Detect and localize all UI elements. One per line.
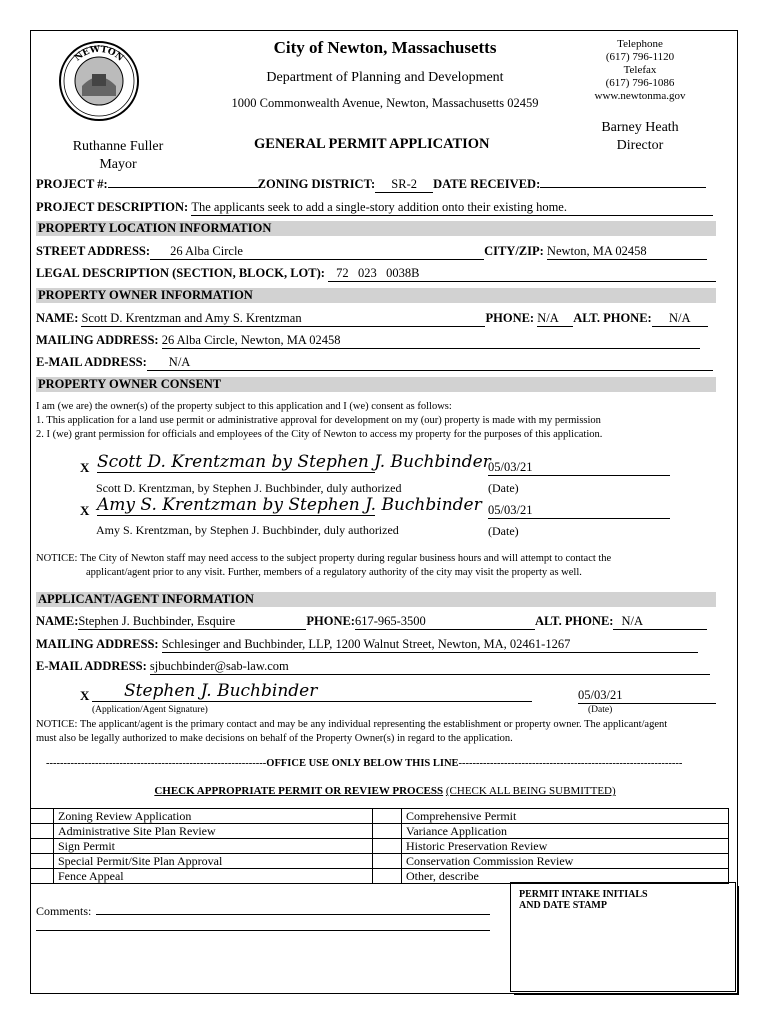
consent-intro: I am (we are) the owner(s) of the property subject to this application and I (we) consent as follows:: [36, 401, 452, 412]
owner-phone-label: PHONE:: [485, 311, 535, 325]
legal-description-label: LEGAL DESCRIPTION (SECTION, BLOCK, LOT):: [36, 266, 325, 280]
legal-description-field[interactable]: 72 023 0038B: [328, 266, 716, 282]
section-applicant-agent: APPLICANT/AGENT INFORMATION: [36, 592, 716, 607]
permit-type-right: Variance Application: [402, 824, 729, 839]
office-use-divider: ---------------------------------------------------------------OFFICE USE ONLY BELOW THIS LINE----------------------------------------------------------------: [46, 758, 683, 769]
consent-notice-line-1: NOTICE: The City of Newton staff may need access to the subject property during regular business hours and will attempt to contact the: [36, 553, 612, 564]
applicant-notice-line-1: NOTICE: The applicant/agent is the primary contact and may be any individual representing the establishment or property owner. The applicant/agent: [36, 719, 668, 730]
check-process-note: (CHECK ALL BEING SUBMITTED): [445, 785, 616, 797]
project-line: [36, 177, 706, 193]
comments-label: Comments:: [36, 904, 92, 918]
owner-signature-1[interactable]: Scott D. Krentzman by Stephen J. Buchbinder: [97, 452, 491, 472]
mayor-block: [58, 138, 178, 174]
contact-block: [580, 38, 700, 103]
project-description-field[interactable]: The applicants seek to add a single-story addition onto their existing home.: [191, 200, 713, 216]
applicant-alt-phone-field[interactable]: N/A: [613, 614, 707, 630]
checkbox[interactable]: [31, 824, 54, 839]
section-property-location: PROPERTY LOCATION INFORMATION: [36, 221, 716, 236]
check-process-heading: [0, 785, 770, 797]
street-address-label: STREET ADDRESS:: [36, 244, 151, 258]
signature-x-1: X: [80, 460, 90, 475]
director-name: Barney Heath: [601, 120, 679, 135]
seal-text: NEWTON: [72, 44, 126, 64]
check-process-title: CHECK APPROPRIATE PERMIT OR REVIEW PROCESS: [154, 785, 444, 797]
owner-signature-2-caption: Amy S. Krentzman, by Stephen J. Buchbinder, duly authorized: [96, 523, 399, 537]
telephone-number: (617) 796-1120: [605, 51, 675, 63]
applicant-name-field[interactable]: Stephen J. Buchbinder, Esquire: [78, 614, 306, 630]
table-row: [31, 854, 729, 869]
comments-field-line-2[interactable]: [36, 930, 490, 931]
table-row: [31, 839, 729, 854]
permit-type-left: Sign Permit: [54, 839, 373, 854]
owner-name-label: NAME:: [36, 311, 79, 325]
permit-checklist: [30, 808, 729, 884]
consent-item-2: 2. I (we) grant permission for officials and employees of the City of Newton to access my property for the purposes of this application.: [36, 429, 603, 440]
applicant-mailing-line: [36, 637, 698, 653]
legal-description-line: [36, 266, 716, 282]
street-line: [36, 244, 707, 260]
checkbox[interactable]: [31, 809, 54, 824]
consent-notice-line-2: applicant/agent prior to any visit. Further, members of a regulatory authority of the city may visit the property as well.: [86, 567, 582, 578]
owner-alt-phone-field[interactable]: N/A: [652, 311, 708, 327]
stamp-label-line-1: PERMIT INTAKE INITIALS: [519, 889, 648, 900]
consent-text: [36, 400, 602, 442]
checkbox[interactable]: [31, 839, 54, 854]
owner-email-line: [36, 355, 713, 371]
signature-x-3: X: [80, 688, 90, 703]
street-address-field[interactable]: 26 Alba Circle: [150, 244, 484, 260]
project-description-label: PROJECT DESCRIPTION:: [36, 200, 189, 214]
applicant-phone-label: PHONE:: [306, 614, 355, 628]
permit-type-right: Other, describe: [402, 869, 729, 884]
applicant-name-line: [36, 614, 707, 630]
owner-alt-phone-label: ALT. PHONE:: [573, 311, 652, 325]
permit-type-left: Fence Appeal: [54, 869, 373, 884]
checkbox[interactable]: [373, 869, 402, 884]
applicant-notice: [36, 718, 667, 746]
applicant-date[interactable]: 05/03/21: [578, 688, 716, 704]
table-row: [31, 824, 729, 839]
director-block: [580, 119, 700, 155]
section-owner-consent: PROPERTY OWNER CONSENT: [36, 377, 716, 392]
form-title: GENERAL PERMIT APPLICATION: [254, 136, 490, 152]
permit-type-right: Historic Preservation Review: [402, 839, 729, 854]
date-received-label: DATE RECEIVED:: [433, 177, 541, 191]
section-property-owner: PROPERTY OWNER INFORMATION: [36, 288, 716, 303]
applicant-email-label: E-MAIL ADDRESS:: [36, 659, 147, 673]
project-number-label: PROJECT #:: [36, 177, 108, 191]
signature-x-2: X: [80, 503, 90, 518]
owner-date-1[interactable]: 05/03/21: [488, 460, 670, 476]
telefax-label: Telefax: [623, 64, 657, 76]
owner-name-field[interactable]: Scott D. Krentzman and Amy S. Krentzman: [81, 311, 485, 327]
city-zip-field[interactable]: Newton, MA 02458: [547, 244, 707, 260]
applicant-email-field[interactable]: sjbuchbinder@sab-law.com: [150, 659, 710, 675]
zoning-label: ZONING DISTRICT:: [257, 177, 376, 191]
stamp-label-line-2: AND DATE STAMP: [519, 900, 607, 911]
applicant-signature[interactable]: Stephen J. Buchbinder: [92, 681, 532, 702]
permit-intake-stamp-box: [510, 882, 736, 992]
applicant-signature-caption: (Application/Agent Signature): [92, 705, 208, 715]
permit-type-left: Special Permit/Site Plan Approval: [54, 854, 373, 869]
owner-signature-2[interactable]: Amy S. Krentzman by Stephen J. Buchbinder: [97, 495, 482, 515]
website: www.newtonma.gov: [594, 90, 686, 102]
checkbox[interactable]: [373, 854, 402, 869]
project-description-line: [36, 200, 713, 216]
owner-mailing-line: [36, 333, 700, 349]
permit-type-left: Zoning Review Application: [54, 809, 373, 824]
owner-mailing-field[interactable]: 26 Alba Circle, Newton, MA 02458: [162, 333, 700, 349]
consent-item-1: 1. This application for a land use permit or administrative approval for development on my (our) property is made with my permission: [36, 415, 601, 426]
city-title: City of Newton, Massachusetts: [273, 38, 497, 57]
applicant-alt-phone-label: ALT. PHONE:: [534, 614, 614, 628]
project-number-field[interactable]: [108, 187, 258, 188]
department-name: Department of Planning and Development: [266, 70, 504, 85]
telephone-label: Telephone: [617, 38, 663, 50]
checkbox[interactable]: [373, 824, 402, 839]
applicant-mailing-label: MAILING ADDRESS:: [36, 637, 159, 651]
applicant-email-line: [36, 659, 710, 675]
permit-type-right: Comprehensive Permit: [402, 809, 729, 824]
date-received-field[interactable]: [540, 187, 706, 188]
applicant-name-label: NAME:: [36, 614, 79, 628]
checkbox[interactable]: [373, 839, 402, 854]
applicant-phone-field[interactable]: 617-965-3500: [355, 614, 535, 630]
zoning-field[interactable]: SR-2: [375, 177, 433, 193]
owner-date-2[interactable]: 05/03/21: [488, 503, 670, 519]
owner-email-field[interactable]: N/A: [147, 355, 713, 371]
applicant-mailing-field[interactable]: Schlesinger and Buchbinder, LLP, 1200 Walnut Street, Newton, MA, 02461-1267: [162, 637, 698, 653]
applicant-date-caption: (Date): [588, 705, 613, 715]
checkbox[interactable]: [31, 854, 54, 869]
mayor-name: Ruthanne Fuller: [72, 139, 164, 154]
comments-field-line-1[interactable]: [96, 914, 490, 915]
checkbox[interactable]: [373, 809, 402, 824]
owner-email-label: E-MAIL ADDRESS:: [36, 355, 147, 369]
permit-type-right: Conservation Commission Review: [402, 854, 729, 869]
owner-date-2-caption: (Date): [488, 524, 519, 538]
consent-notice: [36, 552, 611, 580]
city-zip-label: CITY/ZIP:: [484, 244, 544, 258]
applicant-notice-line-2: must also be legally authorized to make decisions on behalf of the Property Owner(s) in regard to the application.: [36, 733, 513, 744]
department-address: 1000 Commonwealth Avenue, Newton, Massachusetts 02459: [231, 96, 539, 110]
director-title: Director: [616, 138, 664, 153]
table-row: [31, 809, 729, 824]
owner-mailing-label: MAILING ADDRESS:: [36, 333, 159, 347]
telefax-number: (617) 796-1086: [605, 77, 675, 89]
owner-date-1-caption: (Date): [488, 481, 519, 495]
owner-name-line: [36, 311, 708, 327]
checkbox[interactable]: [31, 869, 54, 884]
owner-signature-1-caption: Scott D. Krentzman, by Stephen J. Buchbinder, duly authorized: [96, 481, 402, 495]
owner-phone-field[interactable]: N/A: [537, 311, 573, 327]
mayor-title: Mayor: [99, 157, 137, 172]
permit-type-left: Administrative Site Plan Review: [54, 824, 373, 839]
